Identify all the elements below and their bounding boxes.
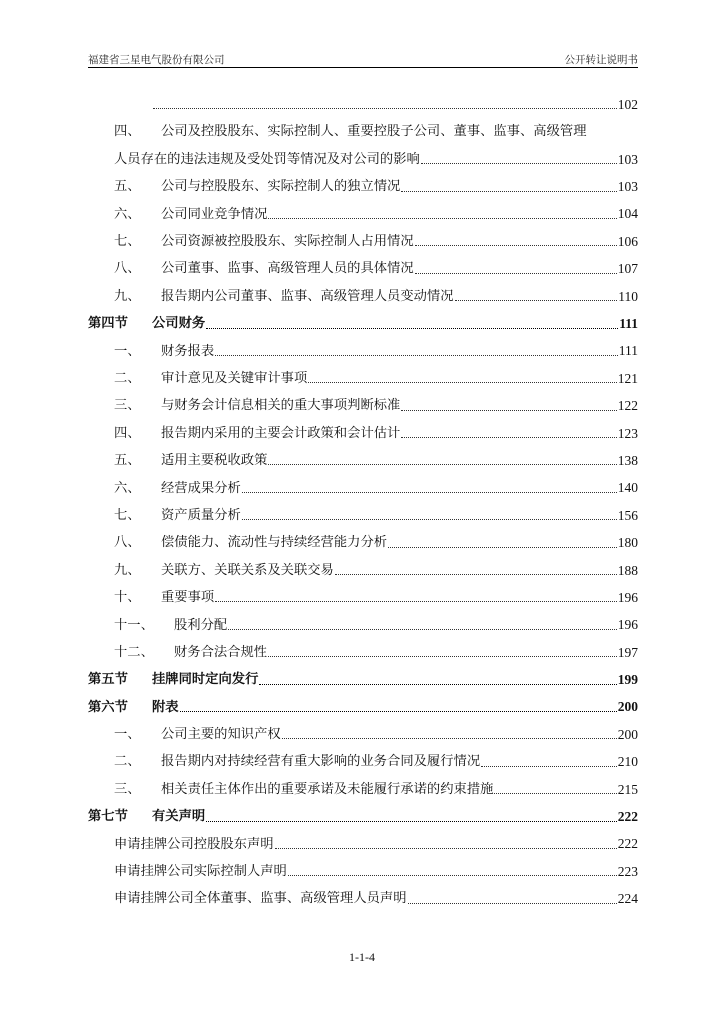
toc-section-number: 第七节 (88, 809, 128, 825)
toc-leader-dots (288, 863, 617, 876)
toc-item-title: 公司与控股股东、实际控制人的独立情况 (161, 179, 401, 195)
toc-leader-dots (481, 754, 617, 767)
toc-item-number: 八、 (114, 261, 141, 277)
toc-item-title: 公司资源被控股股东、实际控制人占用情况 (161, 234, 414, 250)
header-company-name: 福建省三星电气股份有限公司 (88, 54, 225, 66)
toc-item-number: 七、 (114, 507, 141, 523)
toc-section-title: 有关声明 (152, 809, 206, 825)
toc-item-number: 六、 (114, 480, 141, 496)
toc-item-number: 三、 (114, 398, 141, 414)
toc-page-number: 104 (617, 206, 638, 222)
toc-page-number: 140 (617, 480, 638, 496)
toc-item-title: 公司及控股股东、实际控制人、重要控股子公司、董事、监事、高级管理 (161, 124, 587, 140)
toc-item-title: 与财务会计信息相关的重大事项判断标准 (161, 398, 401, 414)
toc-leader-dots (242, 507, 617, 520)
header-divider (88, 67, 638, 68)
toc-leader-dots (401, 398, 616, 411)
toc-page-number: 156 (617, 507, 638, 523)
toc-page-number: 107 (617, 261, 638, 277)
toc-item-title: 财务报表 (161, 343, 215, 359)
toc-section-row[interactable] (88, 796, 638, 823)
page-footer (0, 950, 724, 965)
toc-page-number: 111 (619, 316, 638, 332)
toc-section-title: 挂牌同时定向发行 (152, 672, 259, 688)
footer-page-number: 1-1-4 (349, 950, 375, 964)
toc-item-title: 申请挂牌公司全体董事、监事、高级管理人员声明 (114, 891, 407, 907)
toc-item-title: 公司同业竞争情况 (161, 206, 268, 222)
toc-leader-dots (228, 617, 617, 630)
toc-item[interactable] (88, 276, 638, 303)
toc-item[interactable] (88, 358, 638, 385)
toc-page-number: 199 (617, 672, 638, 688)
toc-item[interactable] (88, 166, 638, 193)
toc-section-row[interactable] (88, 303, 638, 330)
toc-page-number: 196 (617, 617, 638, 633)
toc-leader-dots (282, 726, 617, 739)
toc-leader-dots (415, 233, 617, 246)
toc-item-number: 九、 (114, 562, 141, 578)
toc-item-number: 一、 (114, 727, 141, 743)
toc-leader-dots (308, 370, 616, 383)
table-of-contents (88, 84, 638, 906)
toc-item-number: 九、 (114, 288, 141, 304)
toc-item-title: 偿债能力、流动性与持续经营能力分析 (161, 535, 388, 551)
toc-item[interactable] (88, 550, 638, 577)
toc-item-number: 四、 (114, 425, 141, 441)
toc-section-number: 第五节 (88, 672, 128, 688)
toc-item-title: 报告期内对持续经营有重大影响的业务合同及履行情况 (161, 754, 481, 770)
toc-leader-dots (153, 96, 617, 109)
toc-leader-dots (401, 425, 616, 438)
toc-item-title-continued: 人员存在的违法违规及受处罚等情况及对公司的影响 (114, 151, 420, 167)
toc-item-number: 八、 (114, 535, 141, 551)
toc-leader-dots (259, 672, 616, 685)
toc-item[interactable] (88, 851, 638, 878)
toc-item-continuation[interactable] (88, 139, 638, 166)
toc-item-title: 报告期内公司董事、监事、高级管理人员变动情况 (161, 288, 454, 304)
toc-item[interactable] (88, 495, 638, 522)
toc-leader-dots (455, 288, 618, 301)
toc-item-number: 二、 (114, 371, 141, 386)
toc-lead-row[interactable] (88, 84, 638, 111)
toc-page-number: 196 (617, 589, 638, 605)
toc-section-title: 附表 (152, 699, 179, 715)
toc-item-number: 五、 (114, 179, 141, 195)
toc-item-title: 资产质量分析 (161, 507, 241, 523)
toc-page-number: 110 (618, 288, 638, 304)
toc-leader-dots (268, 206, 616, 219)
toc-leader-dots (268, 452, 616, 465)
toc-leader-dots (408, 891, 617, 904)
toc-item-title: 申请挂牌公司控股股东声明 (114, 836, 274, 852)
toc-page-number: 122 (617, 398, 638, 414)
toc-item-title: 审计意见及关键审计事项 (161, 371, 308, 386)
toc-leader-dots (215, 343, 618, 356)
toc-item-number: 五、 (114, 453, 141, 469)
toc-item[interactable] (88, 331, 638, 358)
toc-item[interactable] (88, 221, 638, 248)
toc-item-title: 经营成果分析 (161, 480, 241, 496)
toc-item-title: 报告期内采用的主要会计政策和会计估计 (161, 425, 401, 441)
toc-item-number: 四、 (114, 124, 141, 140)
toc-item-title: 相关责任主体作出的重要承诺及未能履行承诺的约束措施 (161, 781, 494, 797)
header-document-title: 公开转让说明书 (564, 54, 638, 66)
toc-leader-dots (415, 261, 617, 274)
toc-item-number: 七、 (114, 234, 141, 250)
toc-page-number: 197 (617, 644, 638, 660)
toc-item[interactable] (88, 111, 638, 138)
toc-item-number: 六、 (114, 206, 141, 222)
toc-item[interactable] (88, 878, 638, 905)
toc-leader-dots (388, 535, 617, 548)
toc-page-number: 123 (617, 425, 638, 441)
toc-leader-dots (275, 836, 617, 849)
toc-item[interactable] (88, 194, 638, 221)
toc-item-title: 公司主要的知识产权 (161, 727, 281, 743)
toc-page-number: 210 (617, 754, 638, 770)
toc-item[interactable] (88, 248, 638, 275)
toc-item-number: 一、 (114, 343, 141, 359)
toc-page-number: 223 (617, 863, 638, 879)
toc-page-number: 180 (617, 535, 638, 551)
toc-item-number: 十、 (114, 590, 141, 606)
toc-page-number: 188 (617, 562, 638, 578)
toc-item[interactable] (88, 385, 638, 412)
toc-leader-dots (215, 589, 617, 602)
toc-item-number: 二、 (114, 754, 141, 770)
page-header (88, 52, 638, 68)
toc-item[interactable] (88, 577, 638, 604)
toc-leader-dots (494, 781, 616, 794)
toc-leader-dots (335, 562, 617, 575)
toc-leader-dots (268, 644, 617, 657)
toc-item-number: 十一、 (114, 617, 154, 633)
toc-leader-dots (206, 316, 618, 329)
toc-item[interactable] (88, 714, 638, 741)
toc-item-title: 关联方、关联关系及关联交易 (161, 562, 334, 578)
toc-leader-dots (401, 179, 616, 192)
toc-item-title: 财务合法合规性 (174, 644, 268, 660)
toc-item-number: 十二、 (114, 644, 154, 660)
toc-page-number: 121 (617, 370, 638, 386)
toc-leader-dots (180, 699, 617, 712)
toc-page-number: 200 (617, 699, 638, 715)
toc-item[interactable] (88, 824, 638, 851)
toc-section-row[interactable] (88, 659, 638, 686)
toc-item-title: 适用主要税收政策 (161, 453, 268, 469)
toc-page-number: 224 (617, 891, 638, 907)
toc-item[interactable] (88, 522, 638, 549)
toc-item-number: 三、 (114, 781, 141, 797)
toc-item-title: 申请挂牌公司实际控制人声明 (114, 864, 287, 880)
toc-item[interactable] (88, 440, 638, 467)
toc-leader-dots (206, 809, 617, 822)
toc-section-row[interactable] (88, 687, 638, 714)
toc-item[interactable] (88, 769, 638, 796)
toc-section-number: 第六节 (88, 699, 128, 715)
toc-page-number: 111 (618, 343, 638, 359)
toc-item[interactable] (88, 741, 638, 768)
toc-item-title: 重要事项 (161, 590, 215, 606)
toc-page-number: 106 (617, 233, 638, 249)
toc-item-title: 公司董事、监事、高级管理人员的具体情况 (161, 261, 414, 277)
toc-page-number: 103 (617, 179, 638, 195)
toc-page-number: 222 (617, 809, 638, 825)
toc-page-number: 102 (617, 96, 638, 112)
toc-page-number: 215 (617, 781, 638, 797)
toc-page-number: 103 (617, 151, 638, 167)
toc-section-number: 第四节 (88, 316, 128, 332)
toc-page-number: 200 (617, 726, 638, 742)
toc-item[interactable] (88, 467, 638, 494)
toc-page-number: 138 (617, 452, 638, 468)
toc-leader-dots (242, 480, 617, 493)
toc-item[interactable] (88, 604, 638, 631)
toc-item-title: 股利分配 (174, 617, 228, 633)
toc-page-number: 222 (617, 836, 638, 852)
toc-leader-dots (421, 151, 617, 164)
toc-section-title: 公司财务 (152, 316, 206, 332)
toc-item[interactable] (88, 632, 638, 659)
toc-item[interactable] (88, 413, 638, 440)
